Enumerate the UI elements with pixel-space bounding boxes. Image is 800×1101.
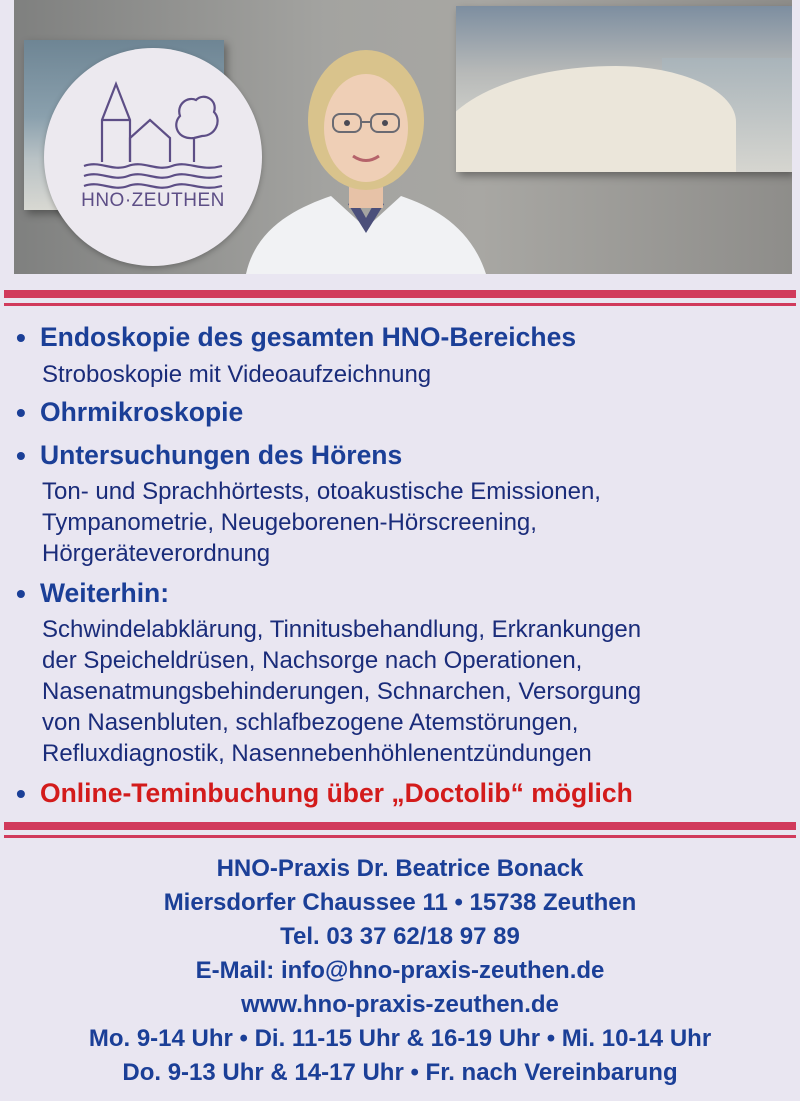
service-title: Untersuchungen des Hörens [40,440,403,470]
website: www.hno-praxis-zeuthen.de [241,991,559,1018]
service-detail: der Speicheldrüsen, Nachsorge nach Operationen, [42,647,583,674]
address: Miersdorfer Chaussee 11 • 15738 Zeuthen [163,889,637,916]
divider-bottom [4,822,796,844]
service-detail: Hörgeräteverordnung [42,540,271,567]
practice-logo [44,48,262,266]
opening-hours-line-1: Mo. 9-14 Uhr • Di. 11-15 Uhr & 16-19 Uhr • Mi. 10-14 Uhr [88,1025,712,1052]
service-detail: Tympanometrie, Neugeborenen-Hörscreening, [42,509,537,536]
service-title: Ohrmikroskopie [40,397,244,427]
practice-name: HNO-Praxis Dr. Beatrice Bonack [216,855,584,882]
service-detail: von Nasenbluten, schlafbezogene Atemstörungen, [42,709,579,736]
service-detail: Stroboskopie mit Videoaufzeichnung [42,361,432,388]
logo-text: HNO·ZEUTHEN [81,190,225,211]
phone: Tel. 03 37 62/18 97 89 [280,923,520,950]
service-title: Weiterhin: [40,578,170,608]
bullet: • [16,322,26,353]
online-booking-note: Online-Teminbuchung über „Doctolib“ möglich [40,778,633,808]
bullet: • [16,440,26,471]
wall-painting-beach [456,6,792,172]
doctor-portrait [236,28,496,274]
opening-hours-line-2: Do. 9-13 Uhr & 14-17 Uhr • Fr. nach Vereinbarung [122,1059,678,1086]
header-photo [14,0,792,274]
service-detail: Ton- und Sprachhörtests, otoakustische Emissionen, [42,478,601,505]
divider-top [4,290,796,312]
contact-block [0,852,800,1090]
email: E-Mail: info@hno-praxis-zeuthen.de [195,957,605,984]
service-detail: Nasenatmungsbehinderungen, Schnarchen, Versorgung [42,678,642,705]
bullet: • [16,778,26,809]
service-detail: Schwindelabklärung, Tinnitusbehandlung, Erkrankungen [42,616,642,643]
service-detail: Refluxdiagnostik, Nasennebenhöhlenentzündungen [42,740,592,767]
bullet: • [16,578,26,609]
bullet: • [16,397,26,428]
service-title: Endoskopie des gesamten HNO-Bereiches [40,322,577,352]
